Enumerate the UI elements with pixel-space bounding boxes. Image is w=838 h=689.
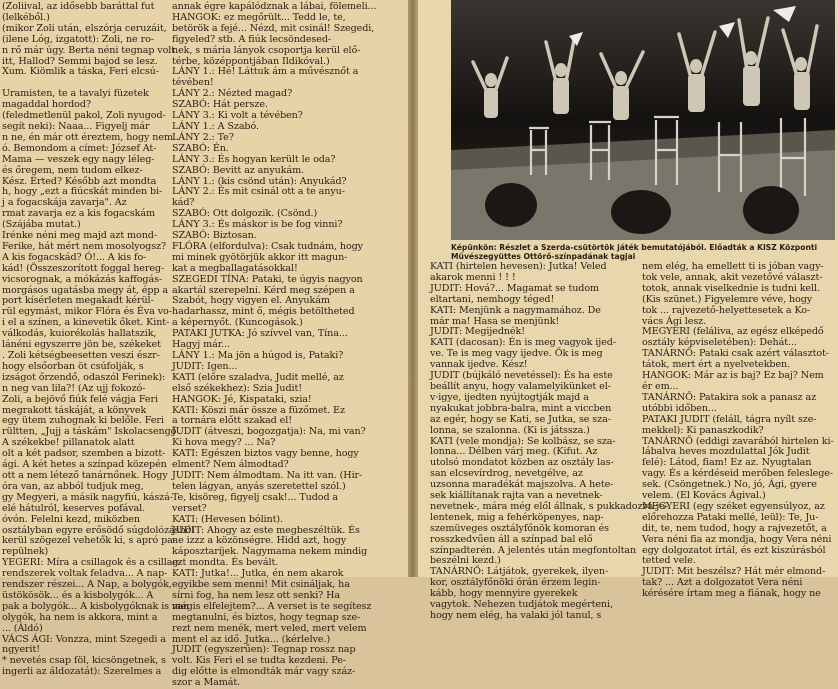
text-line: (Zoliival, az idősebb baráttal fut (2, 1, 155, 12)
text-line: n ne, én már ott éreztem, hogy nem (2, 131, 173, 143)
text-line: LÁNY 3.: Ki volt a tévében? (172, 110, 303, 122)
text-line: HANGOK: ez megőrült... Tedd le, te, (172, 11, 346, 23)
text-line: ingerli az áldozatát): Szerelmes a (2, 666, 162, 678)
text-line: lentenek, mig a fehérköpenyes, nap- (430, 511, 604, 523)
text-line: ve. Te is meg vagy ijedve. Ők is meg (430, 348, 603, 360)
text-line: olt a két padsor, szemben a bizott- (2, 448, 166, 460)
text-line: LÁNY 2.: És mit csinál ott a te anyu- (172, 186, 345, 198)
text-line: ... (Áldó) (2, 622, 43, 634)
text-line: annak égre kapálódznak a lábai, fölemeli... (172, 1, 377, 12)
text-line: akartál szerepelni. Kérd meg szépen a (172, 284, 355, 296)
text-line: izságot őrzendő, odaszól Ferinek): (2, 371, 166, 383)
text-line: megrakott táskáját, a könyvek (2, 404, 147, 416)
text-line: segít neki): Naaa... Figyelj már (2, 120, 150, 132)
text-line: szor a Mamát. (172, 677, 241, 689)
text-line: vicsorognak, a mókázás kaffogás- (2, 273, 163, 285)
text-line: óvón. Felelni kezd, miközben (2, 513, 140, 525)
text-line: SZABÓ: Hát persze. (172, 99, 268, 111)
text-line: ér em... (642, 380, 679, 392)
text-line: LÁNY 2.: Te? (172, 131, 234, 143)
text-line: TANÁRNŐ: Látjátok, gyerekek, ilyen- (430, 566, 609, 578)
text-line: már ma! Hasa se menjünk! (430, 315, 560, 327)
text-line: rmat zavarja ez a kis fogacskám (2, 208, 155, 220)
text-line: akarok menni ! ! ! (430, 271, 516, 283)
text-line: utolsó mondatot közben az osztály las- (430, 457, 614, 469)
text-line: Te, kisöreg, figyelj csak!... Tudod a (172, 491, 339, 503)
text-line: Xum. Kiömlik a táska, Feri elcsú- (2, 66, 159, 78)
text-line: válkodás, kuiorékolás hallatszik, (2, 328, 157, 340)
text-line: A székekbe! pillanatok alatt (2, 437, 135, 449)
text-line: v·igye, ijedten nyújtogtják majd a (430, 391, 589, 403)
text-line: Kész. Érted? Később azt mondta (2, 175, 157, 187)
text-line: YEGERI: Míra a csillagok és a csillag- (2, 557, 182, 569)
text-line: színpadterén. A jelentés után megfontoltan (430, 544, 637, 556)
text-line: LÁNY 3.: És máskor is be fog vinni? (172, 219, 343, 231)
text-line: a tornára előtt szakad el! (172, 415, 292, 427)
text-line: LÁNY 1.: Ma jön a húgod is, Pataki? (172, 350, 344, 361)
text-line: rendszerek voltak feladva... A nap- (2, 568, 168, 580)
text-line: SZABÓ: Biztosan. (172, 230, 257, 242)
text-line: JUDIT: Nem álmodtam. Na itt van. (Hir- (172, 469, 363, 481)
text-line: (mikor Zoli után, elszórja ceruzáit, (2, 22, 167, 34)
text-line: KATI: Köszi már össze a füzőmet. Ez (172, 404, 345, 416)
text-line: KATI (vele mondja): Se kolbász, se sza- (430, 435, 616, 447)
text-line: a képernyőt. (Kuncogások.) (172, 317, 303, 329)
text-line: LÁNY 2.: Nézted magad? (172, 88, 293, 100)
text-line: egyikbe sem menni! Mit csináljak, ha (172, 579, 350, 591)
text-line: n neg van lila?! (Az ujj fokozó- (2, 382, 146, 394)
text-line: JUDIT: Hová?... Magamat se tudom (430, 282, 600, 294)
text-line: JUDIT (átveszi, bogozgatja): Na, mi van? (172, 426, 366, 438)
text-line: szemüveges osztályfőnök komoran és (430, 522, 609, 534)
text-line: KATI (előre szaladva, Judit mellé, az (172, 371, 344, 383)
text-line: megtanulni, és biztos, hogy tegnap sze- (172, 611, 361, 623)
text-line: PATAKI JUTKA: Jó szívvel van, Tína... (172, 328, 348, 340)
text-line: előrehozza Pataki mellé, leül): Te, Ju- (642, 511, 819, 523)
text-line: Ferike, hát mért nem mosolyogsz? (2, 240, 167, 252)
text-line: JUDIT (bújkáló nevetéssel): És ha este (430, 370, 613, 382)
text-line: kerül szögezel vehetők ki, s apró pa- (2, 535, 176, 547)
text-line: kád! (Összeszorított foggal hereg- (2, 262, 165, 274)
text-line: (Kis szünet.) Figyelemre véve, hogy (642, 293, 813, 305)
text-line: LÁNY 3.: És hogyan került le oda? (172, 153, 336, 165)
text-line: Irénke néni meg majd azt mond- (2, 230, 157, 242)
text-line: ngyerit! (2, 644, 40, 656)
text-line: TANÁRNŐ: Pataki csak azért választot- (642, 348, 829, 360)
text-line: A kis fogacskád? Ó!... A kis fo- (2, 251, 147, 263)
text-line: tévében! (172, 77, 214, 89)
text-line: hogy elsőorban öt csúfolják, s (2, 360, 144, 372)
text-line: port kísérleten megakadt kérül- (2, 295, 154, 307)
text-line: vagytok. Nehezen tudjátok megérteni, (430, 599, 613, 611)
text-line: JUDIT: Igen... (172, 360, 238, 372)
text-line: elé hátulról, keserves pofával. (2, 502, 146, 514)
text-line: totok, annak viselkednie is tudni kell. (642, 282, 820, 294)
text-line: MEGYERI (egy széket egyensúlyoz, az (642, 500, 825, 512)
text-line: tátok, mert ért a nyelvetekben. (642, 359, 791, 371)
text-line: tetted vele. (642, 555, 696, 567)
text-line: felé): Látod, fiam! Ez az. Nyugtalan (642, 457, 812, 469)
text-line: PATAKI JUDIT (feláll, tágra nyílt sze- (642, 413, 817, 425)
text-line: SZABÓ: Bevitt az anyukám. (172, 164, 305, 176)
stage-photo (451, 0, 835, 240)
text-line: Ki hova megy? ... Na? (172, 437, 276, 449)
text-line: lábalva heves mozdulattal Jók Judit (642, 446, 810, 458)
text-line: elment? Nem álmodtad? (172, 459, 289, 471)
text-line: KATI: (Hevesen bólint). (172, 513, 283, 525)
text-line: KATI: Egészen biztos vagy benne, hogy (172, 448, 359, 460)
text-line: SZABÓ: Ott dolgozik. (Csönd.) (172, 208, 318, 220)
text-line: ezt mondta. És bevált. (172, 557, 279, 569)
text-line: Vera néni fia az mondja, hogy Vera néni (642, 533, 832, 545)
text-line: kád? (172, 197, 195, 209)
text-line: beállít anyu, hogy valamelyikünket el- (430, 380, 611, 392)
text-line: * nevetés csap föl, kicsöngetnek, s (2, 655, 167, 667)
text-line: lonna, se szalonna. (Ki is játssza.) (430, 424, 590, 436)
text-line: KATI (hirtelen hevesen): Jutka! Veled (430, 261, 607, 272)
text-line: verset? (172, 502, 207, 514)
text-line: magaddal hordod? (2, 99, 91, 111)
text-line: nyakukat jobbra-balra, mint a viccben (430, 402, 612, 414)
text-line: TANÁRNŐ: Patakira sok a panasz az (642, 391, 817, 403)
text-line: vács Ági lesz. (642, 315, 707, 327)
text-line: h, hogy „ezt a fiúcskát minden bi- (2, 186, 163, 198)
text-line: mégis elfelejtem?... A verset is te segítesz (172, 600, 372, 612)
left-text-column-b (172, 1, 404, 689)
text-line: és őregem, nem tudom elkez- (2, 164, 143, 176)
text-line: tok vele, annak, akit vezetővé választ- (642, 271, 823, 283)
text-line: pak a bolygók... A kisbolygóknak is van (2, 600, 189, 612)
text-line: dit, te, nem tudod, hogy a rajvezetőt, a (642, 522, 827, 534)
text-line: morgásos ugatásba megy át, épp a (2, 284, 169, 296)
text-line: vagy. És a kérdéseid merőben feleslege- (642, 468, 834, 480)
text-line: osztályban egyre erősödő súgdolózásból (2, 524, 195, 536)
text-line: rosszkedvűen áll a színpad bal elő (430, 533, 593, 545)
text-line: velem. (El Kovács Ágival.) (642, 490, 766, 502)
text-line: Hagyj már... (172, 339, 230, 351)
text-line: KATI: Menjünk a nagymamához. De (430, 304, 601, 316)
text-line: n rő már úgy. Berta néni tegnap volt (2, 44, 176, 56)
text-line: rül egymást, mikor Flóra és Éva vo- (2, 306, 172, 318)
text-line: lánéni egyszerre jön be, székeket (2, 339, 161, 351)
text-line: . Zoli kétségbeesetten veszi észr- (2, 350, 160, 361)
left-page (0, 0, 410, 689)
text-line: nevetnek-, mára még elől állnak, s pukkadozva je- (430, 500, 668, 512)
text-line: LÁNY 1.: Hé! Láttuk ám a művésznőt a (172, 66, 359, 78)
text-line: első székekhez): Szia Judit! (172, 382, 302, 394)
photo-caption: Képünkön: Részlet a Szerda-csütörtök játék bemutatójából. Előadták a KISZ Központi Művészegyüttes Ottörő-színpadának tagjai (451, 243, 818, 261)
text-line: eltartani, nemhogy téged! (430, 293, 555, 305)
text-line: nek, s mária lányok csoportja kerül elő- (172, 44, 361, 56)
text-line: FLÓRA (elfordulva): Csak tudnám, hogy (172, 240, 363, 252)
text-line: betörök a fejé... Nézd, mit csinál! Szegedi, (172, 22, 375, 34)
text-line: j a fogacskája zavarja". Az (2, 197, 127, 209)
text-line: sek kiállítanak rajta van a nevetnek- (430, 490, 603, 502)
text-line: SZEGEDI TÍNA: Pataki, te úgyis nagyon (172, 273, 363, 285)
text-line: VÁCS ÁGI: Vonzza, mint Szegedi a (2, 633, 166, 645)
text-line: kor, osztályfőnöki órán érzem legin- (430, 577, 601, 589)
text-line: az egér, hogy se Kati, se Jutka, se sza- (430, 413, 611, 425)
text-line: olygók, ha nem is akkora, mint a (2, 611, 158, 623)
text-line: i el a színen, a kinevetik őket. Kint- (2, 317, 170, 329)
text-line: hadarhassz, mint ő, mégis betöltheted (172, 306, 355, 318)
text-line: beszélni kezd.) (430, 555, 501, 567)
text-line: kább, hogy mennyire gyerekek (430, 588, 578, 600)
text-line: tok ... rajvezető-helyettesetek a Ko- (642, 304, 811, 316)
text-line: utóbbi időben... (642, 402, 717, 414)
text-line: sek. (Csöngetnek.) No, jó, Ági, gyere (642, 479, 817, 491)
text-line: gy Megyeri, a másik nagyfiú, kászá- (2, 491, 173, 503)
text-line: JUDIT: Ahogy az este megbeszéltük. És (172, 524, 360, 536)
text-line: (Szájába mutat.) (2, 219, 81, 231)
text-line: TANÁRNŐ (eddigi zavarából hirtelen ki- (642, 435, 834, 447)
right-text-column-2 (642, 261, 838, 600)
text-line: (lelkéből.) (2, 11, 50, 23)
text-line: JUDIT (egyszerűen): Tegnap rossz nap (172, 644, 356, 656)
text-line: rültten, „Jujj a táskám" Iskolacsengő (2, 426, 177, 438)
text-line: dig előtte is elmondták már vagy száz- (172, 666, 356, 678)
text-line: lonna... Délben várj meg. (Kifut. Az (430, 446, 598, 458)
text-line: KATI: Jutka!... Jutka, én nem akarok (172, 568, 344, 580)
text-line: LÁNY 1.: A Szabó. (172, 120, 259, 132)
text-line: volt. Kis Feri el se tudta kezdeni. Pe- (172, 655, 346, 667)
text-line: san elcsevírdrog, nevetgélve, az (430, 468, 583, 480)
text-line: ó. Bemondom a címet: József At- (2, 142, 157, 154)
text-line: térbe, középpontjában Ildikóval.) (172, 55, 330, 67)
text-line: (ilene Lóg, izgatott): Zoli, ne ro- (2, 33, 154, 45)
text-line: Zoli, a bejövő fiúk felé vágja Feri (2, 393, 158, 405)
text-line: hogy nem elég, ha valaki jól tanul, s (430, 610, 602, 621)
text-line: MEGYERI (feláliva, az egész elképedő (642, 326, 824, 338)
text-line: vannak ijedve. Kész! (430, 359, 528, 371)
text-line: mi minek gyötörjük akkor itt magun- (172, 251, 348, 263)
text-line: Uramisten, te a tavalyi füzetek (2, 88, 149, 100)
text-line: kat a megballagatásokkal! (172, 262, 298, 274)
text-line: Mama — veszek egy nagy léleg- (2, 153, 155, 165)
text-line: tak? ... Azt a dolgozatot Vera néni (642, 577, 803, 589)
text-line: sírni fog, ha nem lesz ott senki? Ha (172, 589, 341, 601)
text-line: LÁNY 1.: (kis csönd után): Anyukád? (172, 175, 347, 187)
text-line: rezt nem menék, mert veled, mert velem (172, 622, 367, 634)
text-line: egy ütem zuhognak ki belőle. Feri (2, 415, 164, 427)
text-line: nem elég, ha emellett ti is jóban vagy- (642, 261, 824, 272)
text-line: repülnek) (2, 546, 49, 558)
text-line: telen lágyan, anyás szeretettel szól.) (172, 480, 346, 492)
text-line: káposztaríjek. Nagymama nekem mindig (172, 546, 368, 558)
text-line: JUDIT: Mit beszélsz? Hát mér elmond- (642, 566, 826, 578)
text-line: ott a nem létező tanárnőnek. Hogy (2, 469, 168, 481)
text-line: óra van, az abból tudjuk meg, (2, 480, 144, 492)
text-line: mekkel): Ki panaszkodik? (642, 424, 764, 436)
text-line: itt, Hallod? Semmi bajod se lesz. (2, 55, 158, 67)
text-line: KATI (dacosan): Én is meg vagyok ijed- (430, 337, 616, 349)
text-line: ági. A két hetes a színpad közepén (2, 459, 167, 471)
text-line: egy dolgozatot írtál, és ezt kiszúrásból (642, 544, 826, 556)
text-line: HANGOK: Már az is baj? Ez baj? Nem (642, 370, 824, 382)
text-line: (feledmetlenül pakol, Zoli nyugod- (2, 110, 166, 122)
text-line: figyeled? stb. A fiúk lecsöndesed- (172, 33, 331, 45)
text-line: HANGOK: Jé, Kispataki, szia! (172, 393, 312, 405)
text-line: ment el az idő. Jutka... (kérlelve.) (172, 633, 331, 645)
text-line: Szabót, hogy vigyen el. Anyukám (172, 295, 330, 307)
text-line: üstökösök... és a kisbolygók... A (2, 589, 154, 601)
right-page (418, 0, 838, 621)
text-line: SZABÓ: Én. (172, 142, 229, 154)
text-line: kérésére írtam meg a fiának, hogy ne (642, 588, 821, 600)
text-line: ne izzz a közönségre. Hidd azt, hogy (172, 535, 347, 547)
text-line: JUDIT: Megijednék! (430, 326, 525, 338)
text-line: rendszer részei... A Nap, a bolygók, (2, 579, 172, 591)
text-line: osztály képviseletében): Dehát... (642, 337, 797, 349)
text-line: uzsonna maradékát majszolva. A hete- (430, 479, 614, 491)
